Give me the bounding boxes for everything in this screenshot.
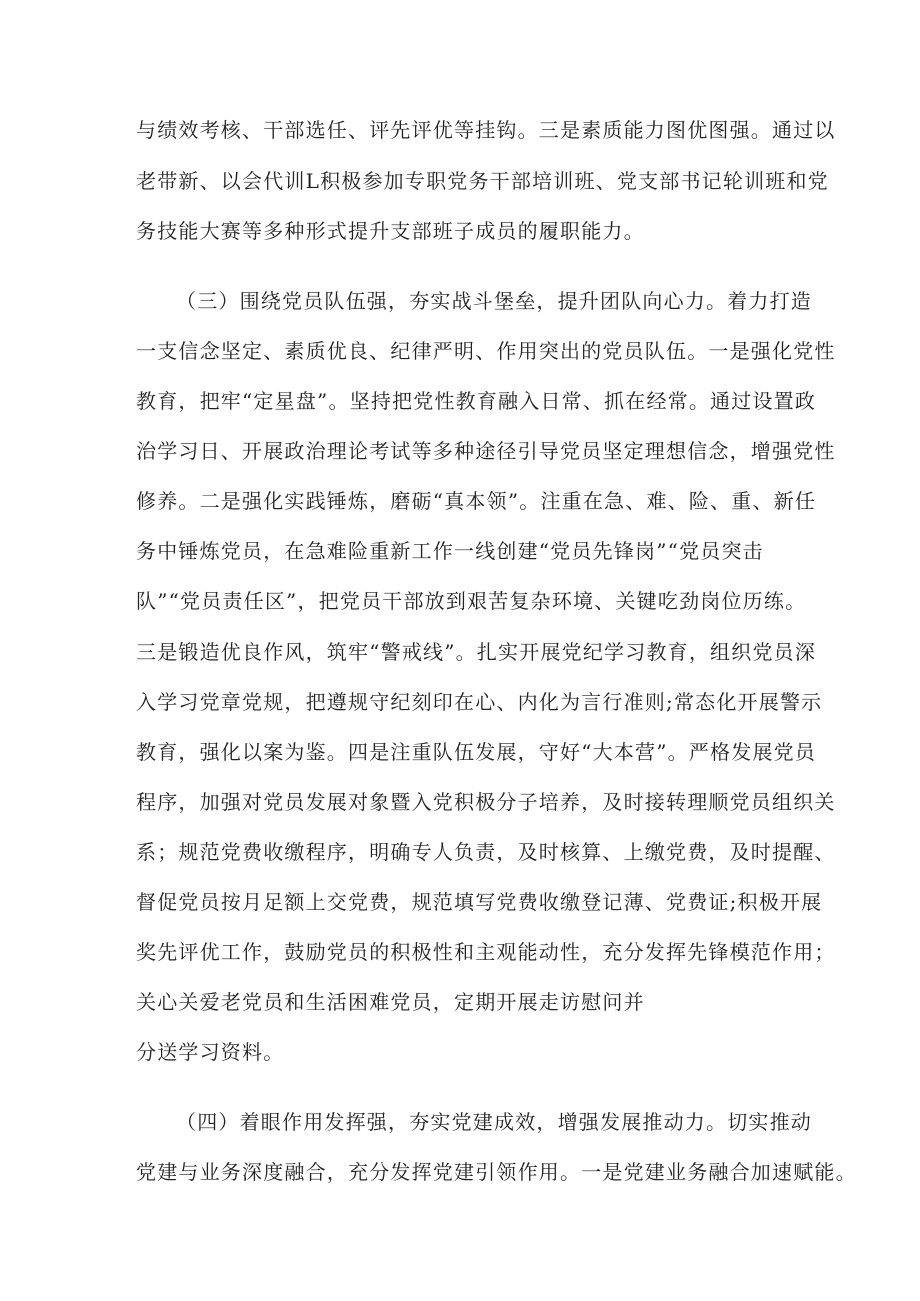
text-line: 系；规范党费收缴程序，明确专人负责，及时核算、上缴党费，及时提醒、 — [136, 840, 836, 864]
text-line: 治学习日、开展政治理论考试等多种途径引导党员坚定理想信念，增强党性 — [136, 439, 836, 463]
section-heading-4: （四）着眼作用发挥强，夯实党建成效，增强发展推动力。切实推动 — [176, 1110, 812, 1134]
text-line: 与绩效考核、干部选任、评先评优等挂钩。三是素质能力图优图强。通过以 — [136, 118, 836, 142]
text-line: 一支信念坚定、素质优良、纪律严明、作用突出的党员队伍。一是强化党性 — [136, 339, 836, 363]
text-line: 教育，强化以案为鉴。四是注重队伍发展，守好“大本营”。严格发展党员 — [136, 740, 817, 764]
text-line: 队”“党员责任区”，把党员干部放到艰苦复杂环境、关键吃劲岗位历练。 — [136, 589, 807, 613]
text-line: 教育，把牢“定星盘”。坚持把党性教育融入日常、抓在经常。通过设置政 — [136, 389, 817, 413]
text-line: 入学习党章党规，把遵规守纪刻印在心、内化为言行准则;常态化开展警示 — [136, 690, 823, 714]
section-heading-3: （三）围绕党员队伍强，夯实战斗堡垒，提升团队向心力。着力打造 — [176, 289, 812, 313]
text-line: 程序，加强对党员发展对象暨入党积极分子培养，及时接转理顺党员组织关 — [136, 790, 836, 814]
text-line: 党建与业务深度融合，充分发挥党建引领作用。一是党建业务融合加速赋能。 — [136, 1160, 857, 1184]
text-line: 务中锤炼党员，在急难险重新工作一线创建“党员先锋岗”“党员突击 — [136, 539, 764, 563]
text-line: 督促党员按月足额上交党费，规范填写党费收缴登记薄、党费证;积极开展 — [136, 890, 823, 914]
text-line: 务技能大赛等多种形式提升支部班子成员的履职能力。 — [136, 219, 645, 243]
text-line: 三是锻造优良作风，筑牢“警戒线”。扎实开展党纪学习教育，组织党员深 — [136, 640, 817, 664]
text-line: 老带新、以会代训L积极参加专职党务干部培训班、党支部书记轮训班和党 — [136, 169, 829, 193]
text-line: 奖先评优工作，鼓励党员的积极性和主观能动性，充分发挥先锋模范作用； — [136, 940, 836, 964]
text-line: 分送学习资料。 — [136, 1040, 285, 1064]
text-line: 关心关爱老党员和生活困难党员，定期开展走访慰问并 — [136, 990, 645, 1014]
text-line: 修养。二是强化实践锤炼，磨砺“真本领”。注重在急、难、险、重、新任 — [136, 489, 817, 513]
